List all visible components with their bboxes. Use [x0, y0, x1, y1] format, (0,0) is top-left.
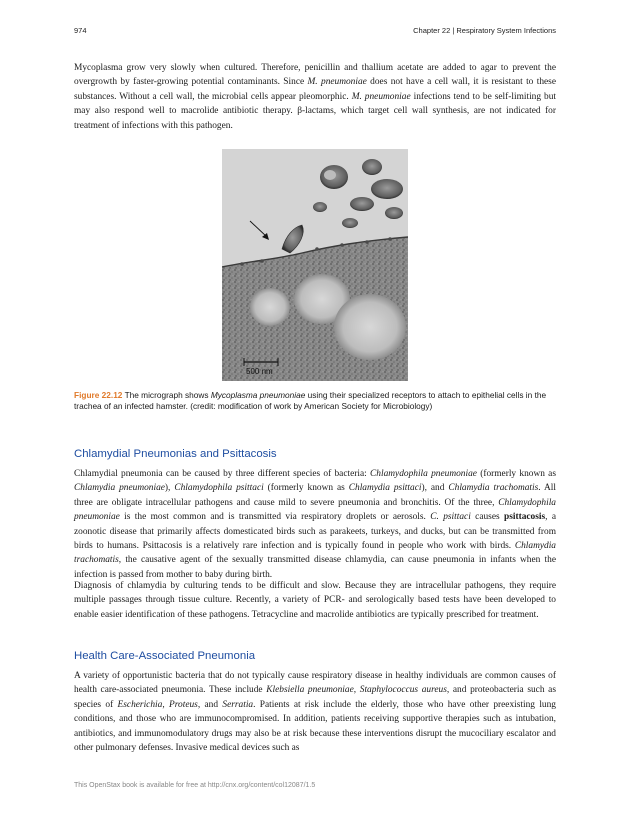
key-term: psittacosis — [503, 512, 546, 523]
page-number: 974 — [74, 26, 87, 35]
section-heading: Health Care-Associated Pneumonia — [74, 650, 256, 662]
organism-name: M. pneumoniae — [307, 77, 367, 88]
organism-name: M. pneumoniae — [351, 91, 411, 102]
page-footer: This OpenStax book is available for free at http://cnx.org/content/col12087/1.5 — [74, 782, 316, 789]
chlamydial-paragraph-1: Chlamydial pneumonia can be caused by three different species of bacteria: Chlamydophila pneumoniae (formerly known as Chlamydia pneumoniae), Chlamydophila psittaci (formerly known as Chlamydia psittaci), and Chlamydia trachomatis. All three are obligate intracellular pathogens and cause mild to severe pneumonia and bronchitis. Of the three, Chlamydophila pneumoniae is the most common and is transmitted via respiratory droplets or aerosols. C. psittaci causes psittacosis, a zoonotic disease that primarily affects domesticated birds such as parakeets, turkeys, and ducks, but can be transmitted from birds to humans. Psittacosis is a relatively rare infection and is typically found in people who work with birds. Chlamydia trachomatis, the causative agent of the sexually transmitted disease chlamydia, can cause pneumonia in infants when the infection is passed from mother to baby during birth. — [74, 469, 557, 580]
micrograph-figure — [222, 149, 408, 381]
section-heading: Chlamydial Pneumonias and Psittacosis — [74, 448, 277, 460]
chlamydial-paragraph-2: Diagnosis of chlamydia by culturing tends to be difficult and slow. Because they are intracellular pathogens, they require multiple passages through tissue culture. Recently, a variety of PCR- and serologically based tests have been developed to enable easier identification of these pathogens. Tetracycline and macrolide antibiotics are typically prescribed for treatment. — [74, 581, 556, 620]
running-header: Chapter 22 | Respiratory System Infections — [413, 26, 556, 35]
figure-caption: Figure 22.12 The micrograph shows Mycoplasma pneumoniae using their specialized receptors to attach to epithelial cells in the trachea of an infected hamster. (credit: modification of work by American Society for Microbiology) — [74, 390, 547, 412]
intro-paragraph: Mycoplasma grow very slowly when cultured. Therefore, penicillin and thallium acetate are added to agar to prevent the overgrowth by faster-growing potential contaminants. Since M. pneumoniae does not have a cell wall, it is resistant to these substances. Without a cell wall, the microbial cells appear pleomorphic. M. pneumoniae infections tend to be self-limiting but may also respond well to macrolide antibiotic therapy. β-lactams, which target cell wall synthesis, are not indicated for treatment of infections with this pathogen. — [74, 63, 556, 131]
micrograph-image — [222, 149, 408, 381]
figure-label: Figure 22.12 — [74, 390, 123, 400]
scale-bar-label: 500 nm — [246, 367, 273, 376]
healthcare-paragraph: A variety of opportunistic bacteria that do not typically cause respiratory disease in healthy individuals are common causes of health care-associated pneumonia. These include Klebsiella pneumoniae, Staphylococcus aureus, and proteobacteria such as species of Escherichia, Proteus, and Serratia. Patients at risk include the elderly, those who have other preexisting lung conditions, and those who are immunocompromised. In addition, patients receiving supportive therapies such as intubation, antibiotics, and immunomodulatory drugs may also be at risk because these interventions disrupt the mucociliary escalator and other pulmonary defenses. Invasive medical devices such as — [74, 671, 556, 754]
